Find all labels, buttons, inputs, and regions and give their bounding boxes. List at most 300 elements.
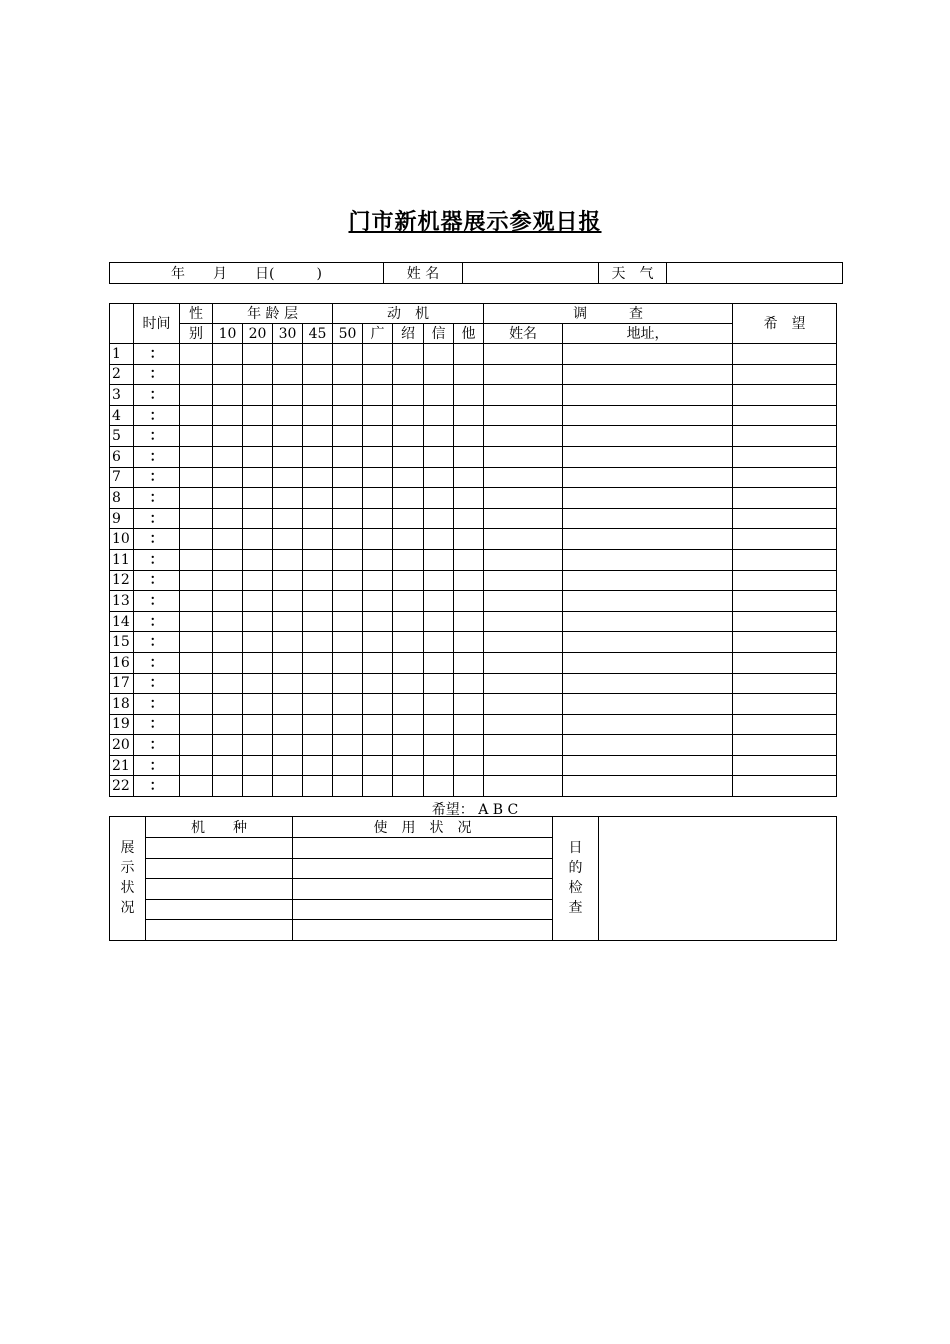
- time-cell[interactable]: ：: [134, 714, 180, 735]
- entry-cell[interactable]: [213, 344, 243, 365]
- entry-cell[interactable]: [303, 364, 333, 385]
- entry-cell[interactable]: [424, 529, 454, 550]
- entry-cell[interactable]: [243, 405, 273, 426]
- entry-cell[interactable]: [303, 591, 333, 612]
- entry-cell[interactable]: [454, 488, 484, 509]
- time-cell[interactable]: ：: [134, 405, 180, 426]
- time-cell[interactable]: ：: [134, 570, 180, 591]
- entry-cell[interactable]: [484, 488, 563, 509]
- entry-cell[interactable]: [180, 385, 213, 406]
- entry-cell[interactable]: [424, 570, 454, 591]
- time-cell[interactable]: ：: [134, 364, 180, 385]
- entry-cell[interactable]: [243, 446, 273, 467]
- entry-cell[interactable]: [333, 673, 363, 694]
- entry-cell[interactable]: [180, 570, 213, 591]
- entry-cell[interactable]: [393, 652, 424, 673]
- entry-cell[interactable]: [424, 694, 454, 715]
- entry-cell[interactable]: [454, 735, 484, 756]
- entry-cell[interactable]: [363, 405, 393, 426]
- entry-cell[interactable]: [424, 488, 454, 509]
- entry-cell[interactable]: [733, 549, 837, 570]
- usage-cell[interactable]: [293, 879, 553, 900]
- entry-cell[interactable]: [273, 673, 303, 694]
- entry-cell[interactable]: [303, 714, 333, 735]
- entry-cell[interactable]: [363, 446, 393, 467]
- entry-cell[interactable]: [424, 446, 454, 467]
- entry-cell[interactable]: [333, 549, 363, 570]
- entry-cell[interactable]: [273, 508, 303, 529]
- time-cell[interactable]: ：: [134, 426, 180, 447]
- time-cell[interactable]: ：: [134, 694, 180, 715]
- time-cell[interactable]: ：: [134, 529, 180, 550]
- entry-cell[interactable]: [213, 755, 243, 776]
- entry-cell[interactable]: [363, 755, 393, 776]
- entry-cell[interactable]: [363, 467, 393, 488]
- entry-cell[interactable]: [213, 364, 243, 385]
- entry-cell[interactable]: [333, 405, 363, 426]
- entry-cell[interactable]: [424, 467, 454, 488]
- entry-cell[interactable]: [333, 426, 363, 447]
- entry-cell[interactable]: [363, 735, 393, 756]
- entry-cell[interactable]: [563, 694, 733, 715]
- entry-cell[interactable]: [424, 549, 454, 570]
- entry-cell[interactable]: [484, 385, 563, 406]
- entry-cell[interactable]: [243, 467, 273, 488]
- time-cell[interactable]: ：: [134, 344, 180, 365]
- entry-cell[interactable]: [363, 776, 393, 797]
- entry-cell[interactable]: [243, 508, 273, 529]
- entry-cell[interactable]: [243, 426, 273, 447]
- entry-cell[interactable]: [563, 652, 733, 673]
- entry-cell[interactable]: [563, 549, 733, 570]
- entry-cell[interactable]: [243, 632, 273, 653]
- entry-cell[interactable]: [303, 632, 333, 653]
- entry-cell[interactable]: [563, 611, 733, 632]
- entry-cell[interactable]: [733, 611, 837, 632]
- entry-cell[interactable]: [213, 488, 243, 509]
- entry-cell[interactable]: [243, 735, 273, 756]
- model-cell[interactable]: [146, 879, 293, 900]
- entry-cell[interactable]: [393, 776, 424, 797]
- entry-cell[interactable]: [563, 714, 733, 735]
- entry-cell[interactable]: [393, 446, 424, 467]
- entry-cell[interactable]: [484, 652, 563, 673]
- entry-cell[interactable]: [180, 652, 213, 673]
- entry-cell[interactable]: [484, 632, 563, 653]
- entry-cell[interactable]: [484, 549, 563, 570]
- entry-cell[interactable]: [563, 776, 733, 797]
- entry-cell[interactable]: [180, 467, 213, 488]
- time-cell[interactable]: ：: [134, 508, 180, 529]
- entry-cell[interactable]: [213, 549, 243, 570]
- entry-cell[interactable]: [273, 364, 303, 385]
- entry-cell[interactable]: [213, 632, 243, 653]
- entry-cell[interactable]: [363, 570, 393, 591]
- entry-cell[interactable]: [303, 488, 333, 509]
- entry-cell[interactable]: [273, 426, 303, 447]
- entry-cell[interactable]: [454, 385, 484, 406]
- entry-cell[interactable]: [273, 714, 303, 735]
- entry-cell[interactable]: [424, 714, 454, 735]
- entry-cell[interactable]: [563, 591, 733, 612]
- entry-cell[interactable]: [243, 549, 273, 570]
- entry-cell[interactable]: [563, 426, 733, 447]
- entry-cell[interactable]: [424, 652, 454, 673]
- entry-cell[interactable]: [303, 755, 333, 776]
- entry-cell[interactable]: [333, 570, 363, 591]
- entry-cell[interactable]: [333, 652, 363, 673]
- entry-cell[interactable]: [303, 508, 333, 529]
- entry-cell[interactable]: [273, 549, 303, 570]
- entry-cell[interactable]: [563, 673, 733, 694]
- entry-cell[interactable]: [180, 549, 213, 570]
- entry-cell[interactable]: [213, 426, 243, 447]
- entry-cell[interactable]: [180, 529, 213, 550]
- entry-cell[interactable]: [393, 405, 424, 426]
- entry-cell[interactable]: [393, 426, 424, 447]
- entry-cell[interactable]: [484, 714, 563, 735]
- entry-cell[interactable]: [303, 405, 333, 426]
- entry-cell[interactable]: [333, 344, 363, 365]
- model-cell[interactable]: [146, 899, 293, 920]
- entry-cell[interactable]: [563, 755, 733, 776]
- entry-cell[interactable]: [424, 364, 454, 385]
- entry-cell[interactable]: [733, 652, 837, 673]
- time-cell[interactable]: ：: [134, 755, 180, 776]
- entry-cell[interactable]: [180, 632, 213, 653]
- entry-cell[interactable]: [733, 591, 837, 612]
- entry-cell[interactable]: [333, 385, 363, 406]
- entry-cell[interactable]: [243, 344, 273, 365]
- entry-cell[interactable]: [484, 508, 563, 529]
- entry-cell[interactable]: [333, 591, 363, 612]
- entry-cell[interactable]: [424, 405, 454, 426]
- entry-cell[interactable]: [213, 694, 243, 715]
- entry-cell[interactable]: [563, 467, 733, 488]
- entry-cell[interactable]: [213, 385, 243, 406]
- entry-cell[interactable]: [273, 405, 303, 426]
- entry-cell[interactable]: [303, 776, 333, 797]
- entry-cell[interactable]: [273, 652, 303, 673]
- entry-cell[interactable]: [180, 426, 213, 447]
- entry-cell[interactable]: [243, 652, 273, 673]
- entry-cell[interactable]: [303, 529, 333, 550]
- entry-cell[interactable]: [243, 673, 273, 694]
- entry-cell[interactable]: [484, 467, 563, 488]
- entry-cell[interactable]: [180, 694, 213, 715]
- entry-cell[interactable]: [393, 673, 424, 694]
- entry-cell[interactable]: [393, 529, 424, 550]
- time-cell[interactable]: ：: [134, 385, 180, 406]
- entry-cell[interactable]: [180, 488, 213, 509]
- entry-cell[interactable]: [424, 344, 454, 365]
- entry-cell[interactable]: [424, 385, 454, 406]
- entry-cell[interactable]: [243, 611, 273, 632]
- entry-cell[interactable]: [733, 446, 837, 467]
- entry-cell[interactable]: [213, 673, 243, 694]
- entry-cell[interactable]: [273, 529, 303, 550]
- entry-cell[interactable]: [454, 467, 484, 488]
- entry-cell[interactable]: [454, 776, 484, 797]
- entry-cell[interactable]: [273, 344, 303, 365]
- entry-cell[interactable]: [333, 446, 363, 467]
- entry-cell[interactable]: [180, 364, 213, 385]
- model-cell[interactable]: [146, 920, 293, 941]
- entry-cell[interactable]: [733, 529, 837, 550]
- entry-cell[interactable]: [393, 611, 424, 632]
- entry-cell[interactable]: [273, 694, 303, 715]
- entry-cell[interactable]: [563, 508, 733, 529]
- entry-cell[interactable]: [393, 694, 424, 715]
- entry-cell[interactable]: [303, 673, 333, 694]
- entry-cell[interactable]: [333, 632, 363, 653]
- entry-cell[interactable]: [273, 591, 303, 612]
- entry-cell[interactable]: [333, 755, 363, 776]
- entry-cell[interactable]: [243, 694, 273, 715]
- entry-cell[interactable]: [180, 611, 213, 632]
- entry-cell[interactable]: [733, 385, 837, 406]
- entry-cell[interactable]: [363, 508, 393, 529]
- usage-cell[interactable]: [293, 899, 553, 920]
- entry-cell[interactable]: [454, 632, 484, 653]
- entry-cell[interactable]: [180, 776, 213, 797]
- entry-cell[interactable]: [363, 611, 393, 632]
- entry-cell[interactable]: [733, 673, 837, 694]
- entry-cell[interactable]: [454, 591, 484, 612]
- entry-cell[interactable]: [733, 508, 837, 529]
- entry-cell[interactable]: [393, 467, 424, 488]
- entry-cell[interactable]: [393, 570, 424, 591]
- entry-cell[interactable]: [213, 570, 243, 591]
- entry-cell[interactable]: [563, 529, 733, 550]
- entry-cell[interactable]: [454, 611, 484, 632]
- entry-cell[interactable]: [393, 549, 424, 570]
- entry-cell[interactable]: [484, 570, 563, 591]
- entry-cell[interactable]: [303, 446, 333, 467]
- entry-cell[interactable]: [454, 652, 484, 673]
- model-cell[interactable]: [146, 858, 293, 879]
- entry-cell[interactable]: [273, 488, 303, 509]
- entry-cell[interactable]: [393, 591, 424, 612]
- entry-cell[interactable]: [424, 673, 454, 694]
- entry-cell[interactable]: [363, 385, 393, 406]
- entry-cell[interactable]: [243, 755, 273, 776]
- entry-cell[interactable]: [733, 776, 837, 797]
- entry-cell[interactable]: [333, 611, 363, 632]
- entry-cell[interactable]: [180, 673, 213, 694]
- entry-cell[interactable]: [243, 714, 273, 735]
- entry-cell[interactable]: [213, 735, 243, 756]
- entry-cell[interactable]: [303, 652, 333, 673]
- entry-cell[interactable]: [454, 549, 484, 570]
- entry-cell[interactable]: [454, 508, 484, 529]
- entry-cell[interactable]: [484, 673, 563, 694]
- entry-cell[interactable]: [363, 549, 393, 570]
- entry-cell[interactable]: [180, 591, 213, 612]
- entry-cell[interactable]: [733, 755, 837, 776]
- entry-cell[interactable]: [243, 529, 273, 550]
- entry-cell[interactable]: [333, 776, 363, 797]
- entry-cell[interactable]: [363, 591, 393, 612]
- entry-cell[interactable]: [484, 446, 563, 467]
- entry-cell[interactable]: [180, 714, 213, 735]
- time-cell[interactable]: ：: [134, 735, 180, 756]
- usage-cell[interactable]: [293, 920, 553, 941]
- entry-cell[interactable]: [484, 405, 563, 426]
- entry-cell[interactable]: [213, 405, 243, 426]
- usage-cell[interactable]: [293, 858, 553, 879]
- entry-cell[interactable]: [733, 735, 837, 756]
- entry-cell[interactable]: [180, 755, 213, 776]
- entry-cell[interactable]: [733, 570, 837, 591]
- entry-cell[interactable]: [333, 364, 363, 385]
- entry-cell[interactable]: [563, 632, 733, 653]
- entry-cell[interactable]: [484, 426, 563, 447]
- entry-cell[interactable]: [243, 364, 273, 385]
- entry-cell[interactable]: [363, 488, 393, 509]
- entry-cell[interactable]: [563, 570, 733, 591]
- entry-cell[interactable]: [484, 755, 563, 776]
- entry-cell[interactable]: [393, 632, 424, 653]
- entry-cell[interactable]: [303, 735, 333, 756]
- entry-cell[interactable]: [363, 632, 393, 653]
- entry-cell[interactable]: [733, 426, 837, 447]
- entry-cell[interactable]: [273, 632, 303, 653]
- entry-cell[interactable]: [213, 776, 243, 797]
- entry-cell[interactable]: [363, 529, 393, 550]
- entry-cell[interactable]: [273, 755, 303, 776]
- entry-cell[interactable]: [454, 755, 484, 776]
- entry-cell[interactable]: [454, 714, 484, 735]
- entry-cell[interactable]: [363, 673, 393, 694]
- entry-cell[interactable]: [303, 570, 333, 591]
- entry-cell[interactable]: [484, 694, 563, 715]
- entry-cell[interactable]: [180, 405, 213, 426]
- entry-cell[interactable]: [273, 735, 303, 756]
- entry-cell[interactable]: [393, 385, 424, 406]
- entry-cell[interactable]: [180, 735, 213, 756]
- entry-cell[interactable]: [454, 426, 484, 447]
- entry-cell[interactable]: [303, 385, 333, 406]
- entry-cell[interactable]: [180, 508, 213, 529]
- entry-cell[interactable]: [303, 344, 333, 365]
- time-cell[interactable]: ：: [134, 673, 180, 694]
- entry-cell[interactable]: [393, 714, 424, 735]
- entry-cell[interactable]: [424, 632, 454, 653]
- entry-cell[interactable]: [563, 405, 733, 426]
- entry-cell[interactable]: [563, 735, 733, 756]
- entry-cell[interactable]: [733, 632, 837, 653]
- entry-cell[interactable]: [454, 405, 484, 426]
- entry-cell[interactable]: [424, 591, 454, 612]
- model-cell[interactable]: [146, 838, 293, 859]
- entry-cell[interactable]: [484, 529, 563, 550]
- entry-cell[interactable]: [273, 446, 303, 467]
- entry-cell[interactable]: [303, 611, 333, 632]
- entry-cell[interactable]: [363, 344, 393, 365]
- entry-cell[interactable]: [243, 776, 273, 797]
- entry-cell[interactable]: [213, 714, 243, 735]
- entry-cell[interactable]: [243, 570, 273, 591]
- entry-cell[interactable]: [180, 446, 213, 467]
- entry-cell[interactable]: [273, 776, 303, 797]
- entry-cell[interactable]: [273, 611, 303, 632]
- entry-cell[interactable]: [484, 776, 563, 797]
- entry-cell[interactable]: [484, 591, 563, 612]
- entry-cell[interactable]: [393, 508, 424, 529]
- entry-cell[interactable]: [454, 673, 484, 694]
- entry-cell[interactable]: [563, 385, 733, 406]
- entry-cell[interactable]: [484, 364, 563, 385]
- time-cell[interactable]: ：: [134, 467, 180, 488]
- entry-cell[interactable]: [333, 714, 363, 735]
- entry-cell[interactable]: [213, 591, 243, 612]
- entry-cell[interactable]: [303, 426, 333, 447]
- entry-cell[interactable]: [563, 488, 733, 509]
- entry-cell[interactable]: [243, 591, 273, 612]
- entry-cell[interactable]: [213, 652, 243, 673]
- entry-cell[interactable]: [213, 529, 243, 550]
- entry-cell[interactable]: [363, 426, 393, 447]
- entry-cell[interactable]: [180, 344, 213, 365]
- entry-cell[interactable]: [243, 385, 273, 406]
- entry-cell[interactable]: [393, 488, 424, 509]
- entry-cell[interactable]: [733, 488, 837, 509]
- entry-cell[interactable]: [303, 694, 333, 715]
- time-cell[interactable]: ：: [134, 652, 180, 673]
- entry-cell[interactable]: [273, 570, 303, 591]
- entry-cell[interactable]: [303, 467, 333, 488]
- entry-cell[interactable]: [393, 735, 424, 756]
- entry-cell[interactable]: [454, 344, 484, 365]
- entry-cell[interactable]: [393, 344, 424, 365]
- time-cell[interactable]: ：: [134, 611, 180, 632]
- entry-cell[interactable]: [213, 446, 243, 467]
- entry-cell[interactable]: [733, 467, 837, 488]
- entry-cell[interactable]: [213, 508, 243, 529]
- entry-cell[interactable]: [333, 529, 363, 550]
- entry-cell[interactable]: [363, 694, 393, 715]
- entry-cell[interactable]: [393, 364, 424, 385]
- time-cell[interactable]: ：: [134, 776, 180, 797]
- entry-cell[interactable]: [333, 694, 363, 715]
- entry-cell[interactable]: [243, 488, 273, 509]
- entry-cell[interactable]: [424, 776, 454, 797]
- entry-cell[interactable]: [454, 364, 484, 385]
- entry-cell[interactable]: [733, 344, 837, 365]
- entry-cell[interactable]: [424, 426, 454, 447]
- entry-cell[interactable]: [484, 735, 563, 756]
- entry-cell[interactable]: [213, 611, 243, 632]
- time-cell[interactable]: ：: [134, 591, 180, 612]
- entry-cell[interactable]: [733, 364, 837, 385]
- entry-cell[interactable]: [393, 755, 424, 776]
- entry-cell[interactable]: [454, 529, 484, 550]
- time-cell[interactable]: ：: [134, 446, 180, 467]
- entry-cell[interactable]: [363, 714, 393, 735]
- entry-cell[interactable]: [213, 467, 243, 488]
- entry-cell[interactable]: [424, 508, 454, 529]
- entry-cell[interactable]: [333, 488, 363, 509]
- entry-cell[interactable]: [424, 611, 454, 632]
- entry-cell[interactable]: [303, 549, 333, 570]
- entry-cell[interactable]: [563, 344, 733, 365]
- entry-cell[interactable]: [454, 694, 484, 715]
- entry-cell[interactable]: [363, 364, 393, 385]
- entry-cell[interactable]: [333, 508, 363, 529]
- entry-cell[interactable]: [733, 694, 837, 715]
- entry-cell[interactable]: [333, 467, 363, 488]
